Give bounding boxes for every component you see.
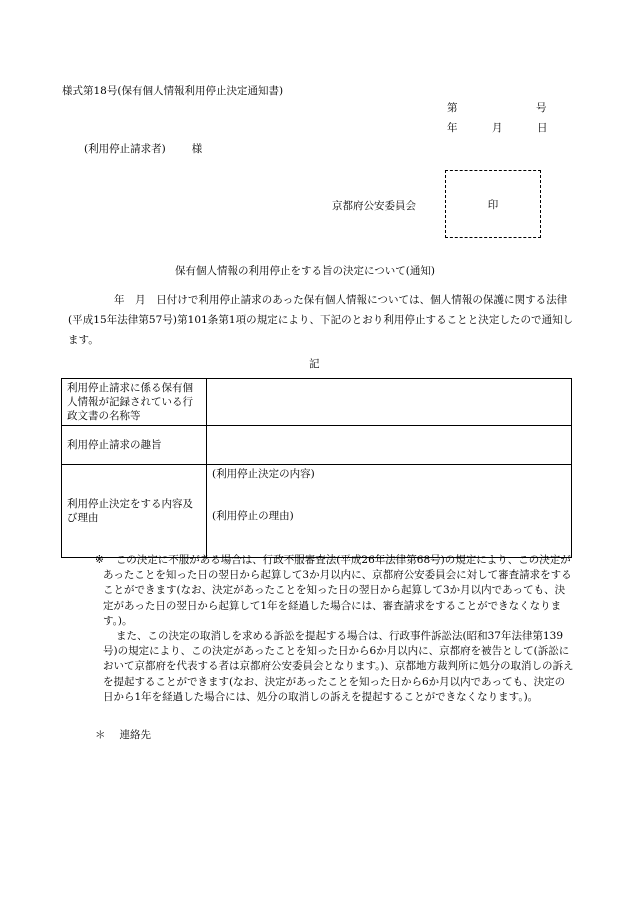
note-mark: ※ [95,554,104,566]
row-label-document-name: 利用停止請求に係る保有個人情報が記録されている行政文書の名称等 [62,379,207,426]
table-row [62,426,572,465]
table-row [62,465,572,558]
seal-label: 印 [487,198,499,211]
row-label-request-purpose: 利用停止請求の趣旨 [62,426,207,465]
notice-body: 年 月 日付けで利用停止請求のあった保有個人情報については、個人情報の保護に関する法律(平成15年法律第57号)第101条第1項の規定により、下記のとおり利用停止することと決定したので通知します。 [68,294,574,346]
document-number-go: 号 [536,102,547,114]
note-lawsuit: また、この決定の取消しを求める訴訟を提起する場合は、行政事件訴訟法(昭和37年法律第139号)の規定により、この決定があったことを知った日から6か月以内に、京都府を被告として(訴訟において京都府を代表する者は京都府公安委員会となります。)、京都地方裁判所に処分の取消しの訴えを提起することができます(なお、決定があったことを知った日から6か月以内であっても、決定の日から1年を経過した場合には、処分の取消しの訴えを提起することができなくなります。)。 [103,630,574,703]
decision-reason-label: (利用停止の理由) [212,510,294,522]
notes-section [95,553,575,705]
row-value-request-purpose [207,426,572,465]
note-appeal [95,553,575,629]
date-day: 日 [537,122,548,134]
contact-mark: ＊ [95,729,106,741]
note-appeal-text: この決定に不服がある場合は、行政不服審査法(平成26年法律第68号)の規定により、この決定があったことを知った日の翌日から起算して3か月以内に、京都府公安委員会に対して審査請求をすることができます(なお、決定があったことを知った日の翌日から起算して3か月以内であっても、決定があった日の翌日から起算して1年を経過した場合には、審査請求をすることができなくなります。)。 [103,554,572,627]
requester-line [84,141,202,156]
notice-subject: 保有個人情報の利用停止をする旨の決定について(通知) [175,265,435,277]
form-title: 様式第18号(保有個人情報利用停止決定通知書) [62,85,284,97]
row-label-decision: 利用停止決定をする内容及び理由 [62,465,207,558]
contact-label: 連絡先 [119,729,151,741]
contact-line [95,727,151,742]
issuer-name: 京都府公安委員会 [332,200,416,212]
decision-content-label: (利用停止決定の内容) [212,468,315,480]
table-row [62,379,572,426]
row-value-decision [207,465,572,558]
seal-box [445,170,541,238]
ki-heading: 記 [309,358,320,370]
date-year: 年 [447,122,458,134]
date-month: 月 [492,122,503,134]
requester-label: (利用停止請求者) [84,143,166,155]
requester-honorific: 様 [191,143,203,155]
row-value-document-name [207,379,572,426]
document-number-dai: 第 [447,102,458,114]
decision-table [61,378,572,558]
